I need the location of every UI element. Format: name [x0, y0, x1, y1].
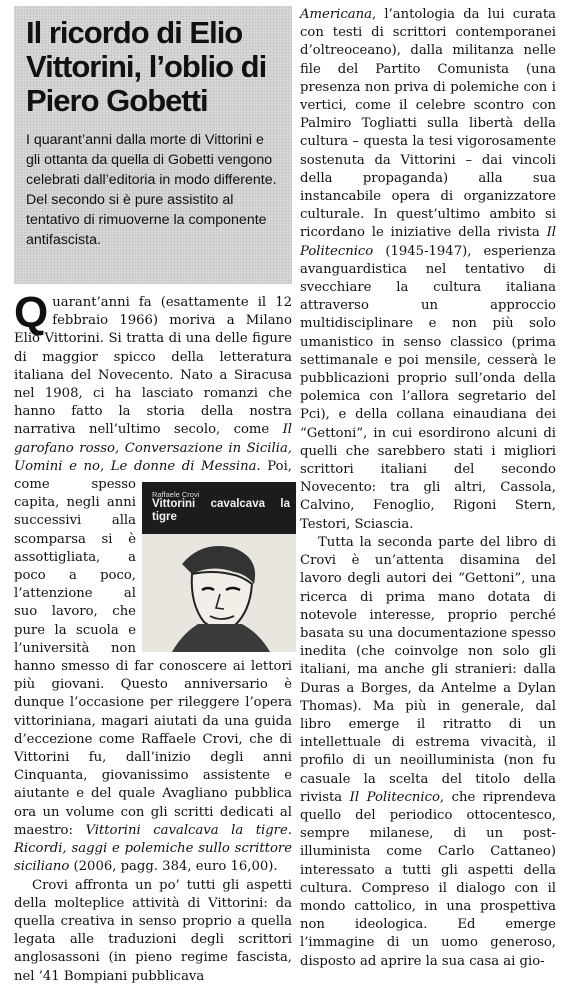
magazine-title: Il Politecnico — [300, 225, 556, 259]
article-header — [14, 6, 292, 284]
magazine-title-2: Il Politecnico — [349, 789, 440, 805]
author-portrait-drawing — [142, 534, 296, 652]
novel-titles: Il garofano rosso, Conversazione in Sicilia, Uomini e no, Le donne di Messina — [14, 422, 292, 474]
article-column-right — [300, 6, 556, 971]
paragraph-1-text-end: (2006, pagg. 384, euro 16,00). — [69, 859, 278, 875]
article-column-left — [14, 288, 292, 986]
book-cover-author: Raffaele Crovi — [152, 490, 200, 500]
paragraph-1-text-start: uarant’anni fa (esattamente il 12 febbraio 1966) moriva a Milano Elio Vittorini. Si tratta di una delle figure di maggior spicco della letteratura italiana del Novecento. Nato a Siracusa nel 1908, ci ha lasciato romanzi che hanno fatto la storia della nostra narrativa nell’ultimo secolo, come — [14, 295, 292, 438]
book-cover-title: Vittorini cavalcava la tigre — [152, 498, 290, 524]
book-cover-image — [142, 482, 296, 652]
book-title-reference: Vittorini cavalcava la tigre. Ricordi, saggi e polemiche sullo scrittore siciliano — [14, 822, 292, 875]
paragraph-3-text-start: Tutta la seconda parte del libro di Crovi è un’attenta disamina del lavoro degli autori dei “Gettoni”, una ricerca di prima mano dotata di notevole interesse, proprio perché basata su una documentazione spesso inedita (che coinvolge non solo gli italiani, ma anche gli stranieri: dalla Duras a Borges, da Antelme a Dylan Thomas). Ma più in generale, dal libro emerge il ritratto di un intellettuale di estrema vivacità, il profilo di un neoilluminista (non fu casuale la scelta del titolo della rivista — [300, 534, 556, 805]
paragraph-2-text-mid: , l’antologia da lui curata con testi di scrittori contemporanei d’oltreoceano), dalla militanza nelle file del Partito Comunista (una presenza non priva di polemiche con i vertici, come il celebre scontro con Palmiro Togliatti sulla libertà della cultura – questa la tesi vigorosamente sostenuta da Vittorini – dai vincoli della propaganda) alla sua instancabile opera di organizzatore culturale. In quest’ultimo ambito si ricordano le iniziative della rivista — [300, 7, 556, 241]
paragraph-1 — [14, 288, 292, 877]
paragraph-3 — [300, 534, 556, 971]
paragraph-2 — [14, 877, 292, 986]
paragraph-2-text-start: Crovi affronta un po’ tutti gli aspetti della molteplice attività di Vittorini: da quella creativa in senso proprio a quella legata alle traduzioni degli scrittori anglosassoni (in pieno regime fascista, nel ’41 Bompiani pubblicava — [14, 877, 292, 984]
drop-cap: Q — [14, 288, 49, 337]
anthology-title: Americana — [300, 7, 372, 22]
article-standfirst: I quarant’anni dalla morte di Vittorini e gli ottanta da quella di Gobetti vengono celebrati dall’editoria in modo differente. Del secondo si è pure assistito al tentativo di rimuoverne la componente antifascista. — [26, 132, 277, 248]
paragraph-2-continued — [300, 6, 556, 534]
paragraph-3-text-end: , che riprendeva quello del periodico ottocentesco, sempre milanese, di un post-illuminista come Carlo Cattaneo) interessato a tutti gli aspetti della cultura. Compreso il dialogo con il mondo cattolico, in una prospettiva non ideologica. Ed emerge l’immagine di un uomo generoso, disposto ad aprire la sua casa ai gio- — [300, 789, 556, 969]
paragraph-2-text-end: (1945-1947), esperienza avanguardistica nel tentativo di svecchiare la cultura italiana attraverso un approccio multidisciplinare e non più solo umanistico in senso classico (prima settimanale e poi mensile, cesserà le pubblicazioni proprio sull’onda della polemica con l’allora segretario del Pci), e della collana einaudiana dei “Gettoni”, in cui esordirono alcuni di quelli che sarebbero stati i migliori scrittori italiani del secondo Novecento: tra gli altri, Cassola, Calvino, Fenoglio, Rigoni Stern, Testori, Sciascia. — [300, 243, 556, 532]
paragraph-1-text-mid: . Poi, come spesso capita, negli anni successivi alla scomparsa si è assottigliata, a poco a poco, l’attenzione al suo lavoro, che pure la scuola e l’università non hanno smesso di far conoscere ai lettori più giovani. Questo anniversario è dunque l’occasione per rileggere l’opera vittoriniana, magari aiutati da una guida d’eccezione come Raffaele Crovi, che di Vittorini fu, dall’inizio degli anni Cinquanta, giovanissimo assistente e aiutante e del quale Avagliano pubblica ora un volume con gli scritti dedicati al maestro: — [14, 458, 292, 838]
article-title: Il ricordo di Elio Vittorini, l’oblio di Piero Gobetti — [26, 15, 267, 118]
